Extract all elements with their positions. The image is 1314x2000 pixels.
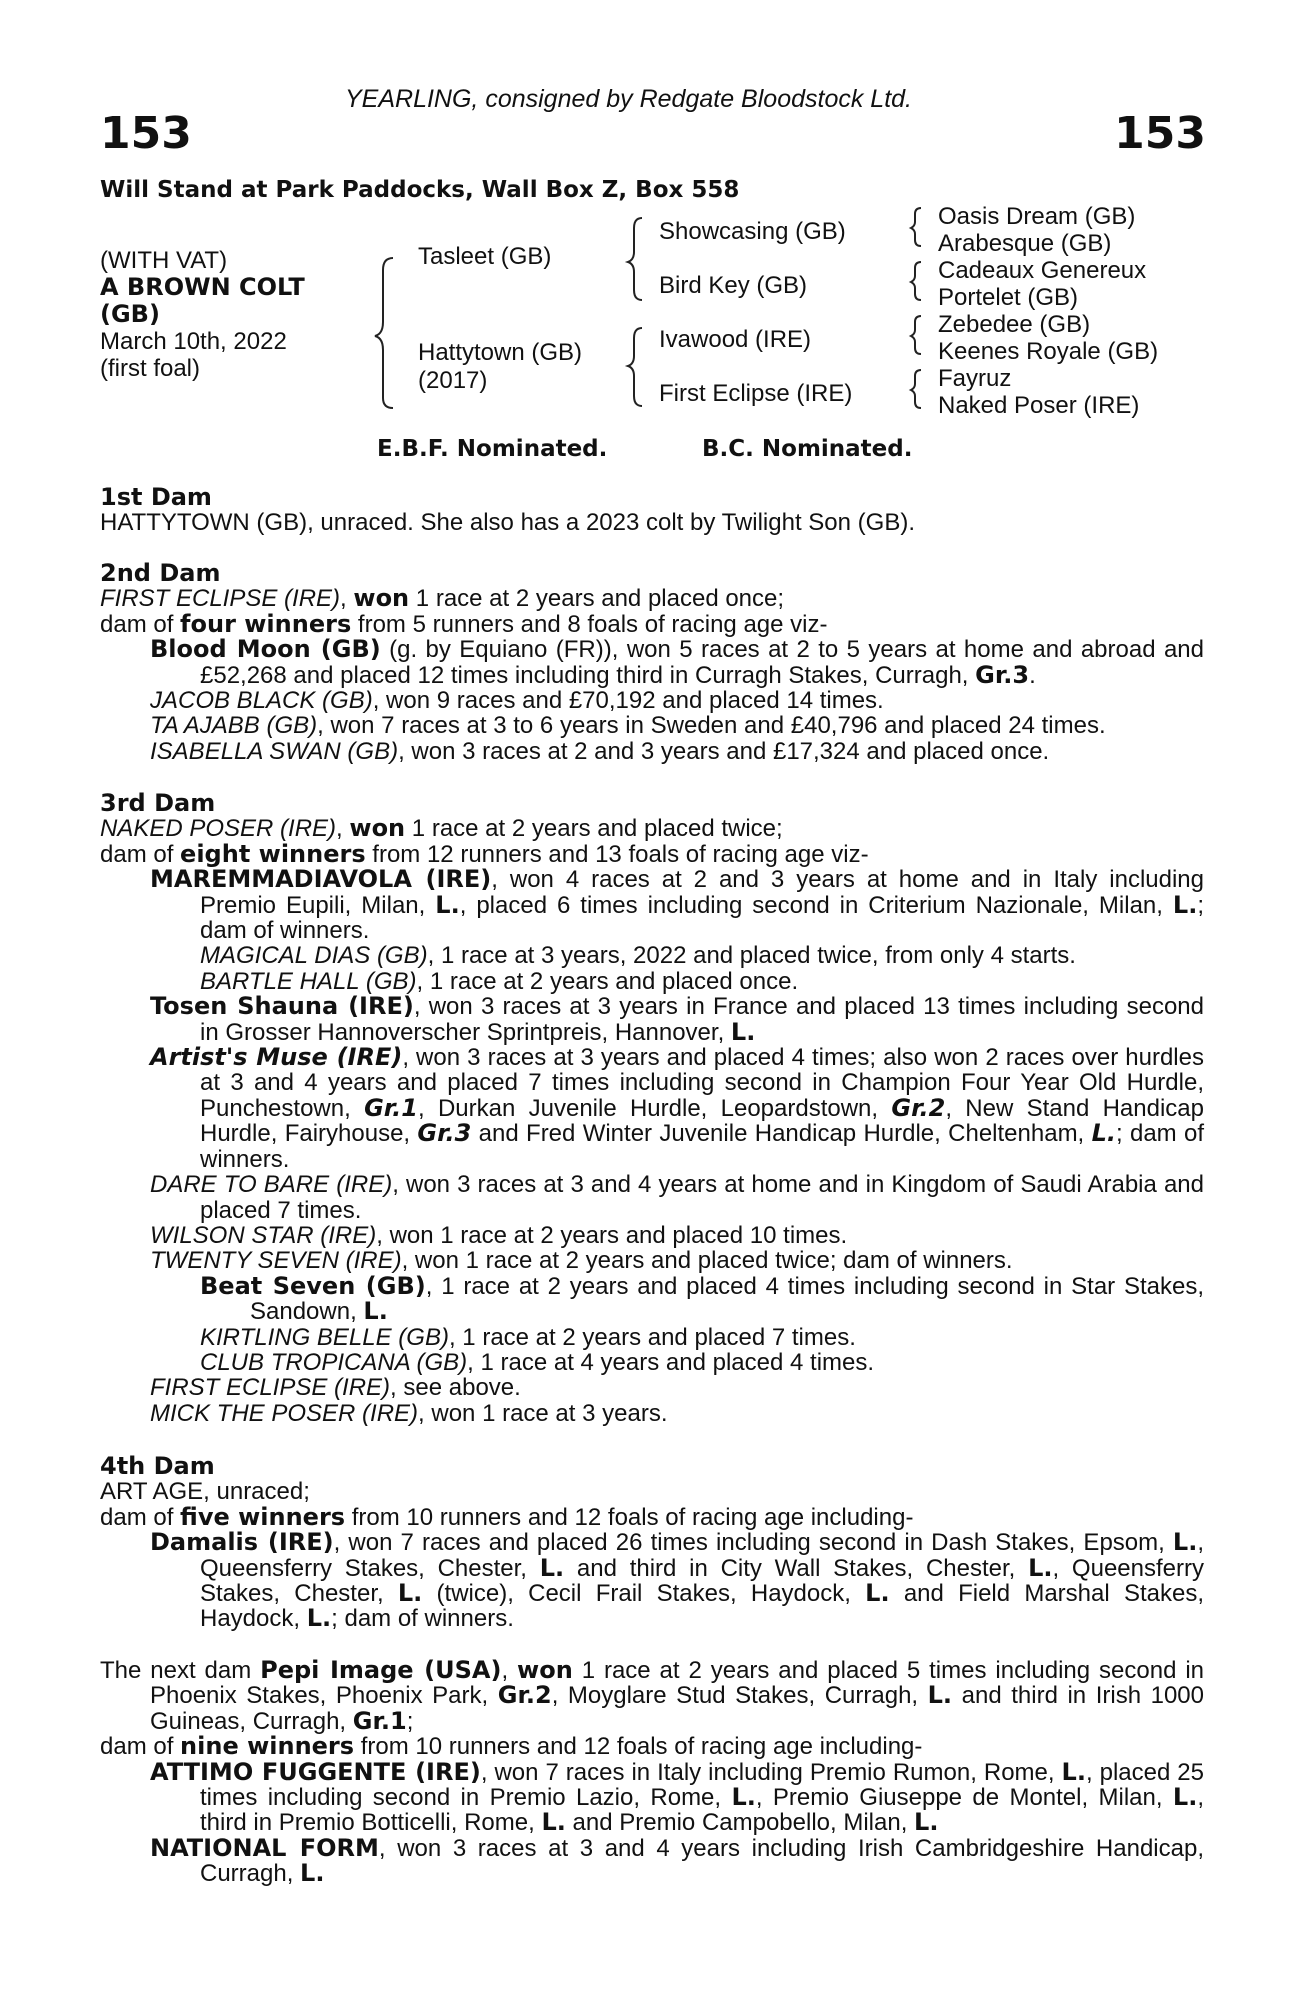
ancestor-7: Fayruz (938, 365, 1012, 392)
sire-sire: Showcasing (GB) (659, 218, 846, 245)
third-dam-section (100, 791, 1204, 1426)
progeny-jacob-black: JACOB BLACK (GB), won 9 races and £70,192 and placed 14 times. (150, 687, 884, 715)
next-dam-line2: dam of nine winners from 10 runners and 12 foals of racing age including- (100, 1732, 923, 1761)
progeny-beat-seven: Beat Seven (GB), 1 race at 2 years and placed 4 times including second in Star Stakes, Sandown, L. (200, 1271, 1204, 1326)
progeny-artists-muse: Artist's Muse (IRE), won 3 races at 3 years and placed 4 times; also won 2 races over hurdles at 3 and 4 years and placed 7 times including second in Champion Four Year Old Hurdle, Punchestown, Gr.1, Durkan Juvenile Hurdle, Leopardstown, Gr.2, New Stand Handicap Hurdle, Fairyhouse, Gr.3 and Fred Winter Juvenile Handicap Hurdle, Cheltenham, L.; dam of winners. (150, 1043, 1204, 1173)
progeny-blood-moon: Blood Moon (GB) (g. by Equiano (FR)), won 5 races at 2 to 5 years at home and abroad and £52,268 and placed 12 times including third in Curragh Stakes, Curragh, Gr.3. (150, 635, 1204, 689)
bc-nomination: B.C. Nominated. (702, 436, 913, 462)
progeny-first-eclipse: FIRST ECLIPSE (IRE), see above. (150, 1374, 521, 1402)
progeny-tosen-shauna: Tosen Shauna (IRE), won 3 races at 3 years in France and placed 13 times including second in Grosser Hannoverscher Sprintpreis, Hannover, L. (150, 992, 1204, 1046)
progeny-kirtling-belle: KIRTLING BELLE (GB), 1 race at 2 years and placed 7 times. (200, 1323, 856, 1351)
dam-dam: First Eclipse (IRE) (659, 380, 853, 407)
third-dam-heading: 3rd Dam (100, 789, 216, 817)
ancestor-6: Keenes Royale (GB) (938, 338, 1159, 365)
sire-dam: Bird Key (GB) (659, 272, 808, 299)
progeny-dare-to-bare: DARE TO BARE (IRE), won 3 races at 3 and 4 years at home and in Kingdom of Saudi Arabia and placed 7 times. (150, 1171, 1204, 1224)
second-dam-heading: 2nd Dam (100, 559, 221, 587)
progeny-twenty-seven: TWENTY SEVEN (IRE), won 1 race at 2 years and placed twice; dam of winners. (150, 1247, 1013, 1275)
progeny-magical-dias: MAGICAL DIAS (GB), 1 race at 3 years, 2022 and placed twice, from only 4 starts. (200, 942, 1076, 970)
progeny-maremmadiavola: MAREMMADIAVOLA (IRE), won 4 races at 2 and 3 years at home and in Italy including Premio Eupili, Milan, L., placed 6 times including second in Criterium Nazionale, Milan, L.; dam of winners. (150, 865, 1205, 945)
vat-note: (WITH VAT) (100, 247, 228, 274)
first-dam-text: HATTYTOWN (GB), unraced. She also has a 2023 colt by Twilight Son (GB). (100, 509, 915, 537)
first-dam-section (100, 485, 1204, 536)
consignment-line: YEARLING, consigned by Redgate Bloodstock Ltd. (345, 85, 912, 113)
sire-name: Tasleet (GB) (418, 243, 552, 270)
progeny-isabella-swan: ISABELLA SWAN (GB), won 3 races at 2 and 3 years and £17,324 and placed once. (150, 737, 1050, 765)
lot-description: A BROWN COLT (100, 273, 305, 301)
second-dam-line1: FIRST ECLIPSE (IRE), won 1 race at 2 years and placed once; (100, 584, 785, 613)
progeny-national-form: NATIONAL FORM, won 3 races at 3 and 4 years including Irish Cambridgeshire Handicap, Curragh, L. (150, 1833, 1204, 1888)
dam-name: Hattytown (GB) (418, 339, 583, 366)
ancestor-5: Zebedee (GB) (938, 311, 1091, 338)
progeny-mick-the-poser: MICK THE POSER (IRE), won 1 race at 3 years. (150, 1399, 668, 1427)
third-dam-line1: NAKED POSER (IRE), won 1 race at 2 years and placed twice; (100, 814, 783, 843)
dam-sire: Ivawood (IRE) (659, 326, 812, 353)
fourth-dam-line1: ART AGE, unraced; (100, 1478, 310, 1506)
ancestor-1: Oasis Dream (GB) (938, 203, 1136, 230)
ancestor-8: Naked Poser (IRE) (938, 392, 1140, 419)
progeny-wilson-star: WILSON STAR (IRE), won 1 race at 2 years and placed 10 times. (150, 1221, 848, 1249)
foal-note: (first foal) (100, 355, 201, 382)
third-dam-line2: dam of eight winners from 12 runners and 13 foals of racing age viz- (100, 839, 869, 868)
ebf-nomination: E.B.F. Nominated. (377, 436, 608, 462)
fourth-dam-line2: dam of five winners from 10 runners and 12 foals of racing age including- (100, 1502, 914, 1531)
first-dam-heading: 1st Dam (100, 483, 212, 511)
progeny-bartle-hall: BARTLE HALL (GB), 1 race at 2 years and placed once. (200, 967, 799, 995)
progeny-attimo-fuggente: ATTIMO FUGGENTE (IRE), won 7 races in Italy including Premio Rumon, Rome, L., placed 25 times including second in Premio Lazio, Rome, L., Premio Giuseppe de Montel, Milan, L., third in Premio Botticelli, Rome, L. and Premio Campobello, Milan, L. (150, 1757, 1204, 1837)
progeny-damalis: Damalis (IRE), won 7 races and placed 26 times including second in Dash Stakes, Epsom, L., Queensferry Stakes, Chester, L. and third in City Wall Stakes, Chester, L., Queensferry Stakes, Chester, L. (twice), Cecil Frail Stakes, Haydock, L. and Field Marshal Stakes, Haydock, L.; dam of winners. (150, 1528, 1205, 1633)
progeny-club-tropicana: CLUB TROPICANA (GB), 1 race at 4 years and placed 4 times. (200, 1348, 875, 1376)
fourth-dam-heading: 4th Dam (100, 1452, 215, 1480)
location-line: Will Stand at Park Paddocks, Wall Box Z, Box 558 (100, 177, 740, 203)
lot-number-left: 153 (100, 108, 192, 159)
fourth-dam-section (100, 1454, 1204, 1632)
next-dam-intro: The next dam Pepi Image (USA), won 1 race at 2 years and placed 5 times including second in Phoenix Stakes, Phoenix Park, Gr.2, Moyglare Stud Stakes, Curragh, L. and third in Irish 1000 Guineas, Curragh, Gr.1; (100, 1656, 1205, 1735)
dam-year: (2017) (418, 367, 488, 394)
second-dam-line2: dam of four winners from 5 runners and 8 foals of racing age viz- (100, 609, 828, 638)
next-dam-section (100, 1658, 1204, 1887)
ancestor-4: Portelet (GB) (938, 284, 1079, 311)
second-dam-section (100, 561, 1204, 764)
date-of-birth: March 10th, 2022 (100, 328, 287, 355)
lot-number-right: 153 (1114, 108, 1206, 159)
lot-description-country: (GB) (100, 300, 160, 328)
progeny-ta-ajabb: TA AJABB (GB), won 7 races at 3 to 6 years in Sweden and £40,796 and placed 24 times. (150, 712, 1106, 740)
ancestor-3: Cadeaux Genereux (938, 257, 1147, 284)
ancestor-2: Arabesque (GB) (938, 230, 1112, 257)
